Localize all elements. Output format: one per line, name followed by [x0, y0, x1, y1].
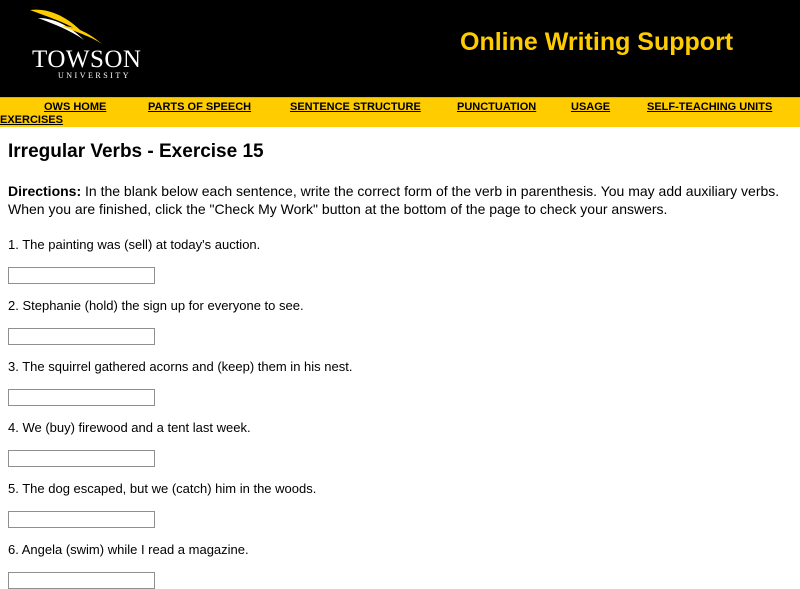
answer-input-1[interactable]: [8, 267, 155, 284]
answer-input-5[interactable]: [8, 511, 155, 528]
nav-exercises[interactable]: EXERCISES: [0, 114, 63, 126]
question-4: 4. We (buy) firewood and a tent last week.: [8, 420, 251, 435]
nav-usage[interactable]: USAGE: [571, 101, 611, 113]
answer-input-2[interactable]: [8, 328, 155, 345]
nav-ows-home[interactable]: OWS HOME: [44, 101, 107, 113]
tiger-stripe-icon: [26, 6, 106, 46]
question-6: 6. Angela (swim) while I read a magazine.: [8, 542, 249, 557]
directions-label: Directions:: [8, 183, 82, 199]
directions: [8, 182, 792, 218]
main-content: [0, 141, 800, 589]
nav-self-teaching-units[interactable]: SELF-TEACHING UNITS: [647, 101, 773, 113]
main-nav: [0, 97, 800, 127]
directions-text: In the blank below each sentence, write the correct form of the verb in parenthesis. You may add auxiliary verbs. When you are finished, click the "Check My Work" button at the bottom of the page to check your answers.: [8, 183, 780, 217]
question-5: 5. The dog escaped, but we (catch) him in the woods.: [8, 481, 317, 496]
answer-input-3[interactable]: [8, 389, 155, 406]
logo-subtitle: UNIVERSITY: [58, 71, 131, 80]
answer-input-4[interactable]: [8, 450, 155, 467]
towson-logo[interactable]: [18, 6, 158, 86]
answer-input-6[interactable]: [8, 572, 155, 589]
nav-parts-of-speech[interactable]: PARTS OF SPEECH: [148, 101, 252, 113]
nav-punctuation[interactable]: PUNCTUATION: [457, 101, 537, 113]
site-title: Online Writing Support: [460, 28, 734, 56]
page-title: Irregular Verbs - Exercise 15: [8, 141, 264, 162]
question-2: 2. Stephanie (hold) the sign up for everyone to see.: [8, 298, 304, 313]
logo-wordmark: TOWSON: [32, 46, 142, 73]
question-1: 1. The painting was (sell) at today's auction.: [8, 237, 261, 252]
question-3: 3. The squirrel gathered acorns and (keep) them in his nest.: [8, 359, 353, 374]
nav-sentence-structure[interactable]: SENTENCE STRUCTURE: [290, 101, 421, 113]
site-header: [0, 0, 800, 97]
